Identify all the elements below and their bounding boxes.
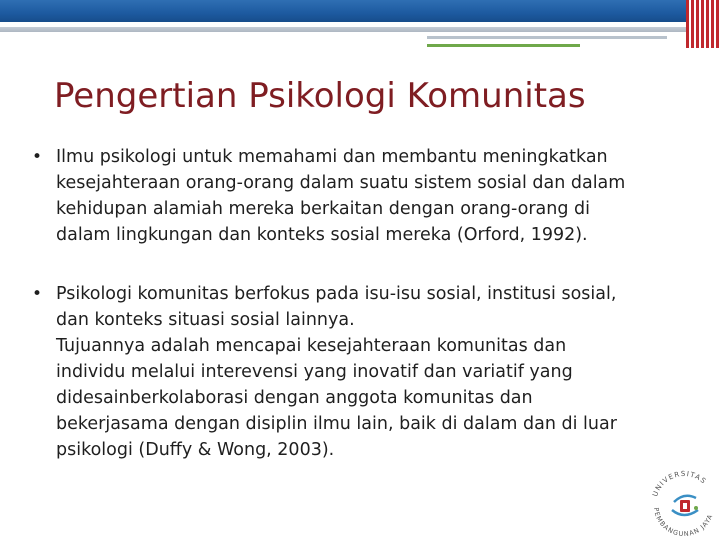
green-accent-line (427, 44, 580, 47)
bullet-line: bekerjasama dengan disiplin ilmu lain, baik di dalam dan di luar (56, 414, 617, 434)
gray-divider-line (0, 27, 686, 32)
top-red-stripes (686, 0, 720, 48)
gray-accent-line (427, 36, 667, 39)
bullet-line: dan konteks situasi sosial lainnya. (56, 310, 355, 330)
bullet-line: didesainberkolaborasi dengan anggota komunitas dan (56, 388, 533, 408)
bullet-line: Psikologi komunitas berfokus pada isu-isu sosial, institusi sosial, (56, 284, 617, 304)
bullet-marker: • (32, 147, 43, 167)
logo-text-bottom: PEMBANGUNAN JAYA (651, 507, 715, 539)
bullet-text (56, 144, 692, 248)
bullet-item-1 (32, 144, 692, 248)
bullet-line: Ilmu psikologi untuk memahami dan membantu meningkatkan (56, 147, 608, 167)
bullet-line: Tujuannya adalah mencapai kesejahteraan komunitas dan (56, 336, 567, 356)
svg-text:UNIVERSITAS (651, 470, 708, 498)
university-logo (644, 462, 720, 540)
slide-title: Pengertian Psikologi Komunitas (54, 76, 586, 116)
university-logo-icon (644, 462, 720, 540)
bullet-line: dalam lingkungan dan konteks sosial mereka (Orford, 1992). (56, 225, 588, 245)
bullet-line: psikologi (Duffy & Wong, 2003). (56, 440, 335, 460)
logo-text-top: UNIVERSITAS (651, 469, 709, 498)
bullet-line: kehidupan alamiah mereka berkaitan dengan orang-orang di (56, 199, 591, 219)
bullet-line: individu melalui interevensi yang inovatif dan variatif yang (56, 362, 573, 382)
bullet-marker: • (32, 284, 43, 304)
bullet-line: kesejahteraan orang-orang dalam suatu sistem sosial dan dalam (56, 173, 626, 193)
bullet-text (56, 281, 692, 463)
bullet-item-2 (32, 281, 692, 463)
top-blue-band (0, 0, 686, 22)
